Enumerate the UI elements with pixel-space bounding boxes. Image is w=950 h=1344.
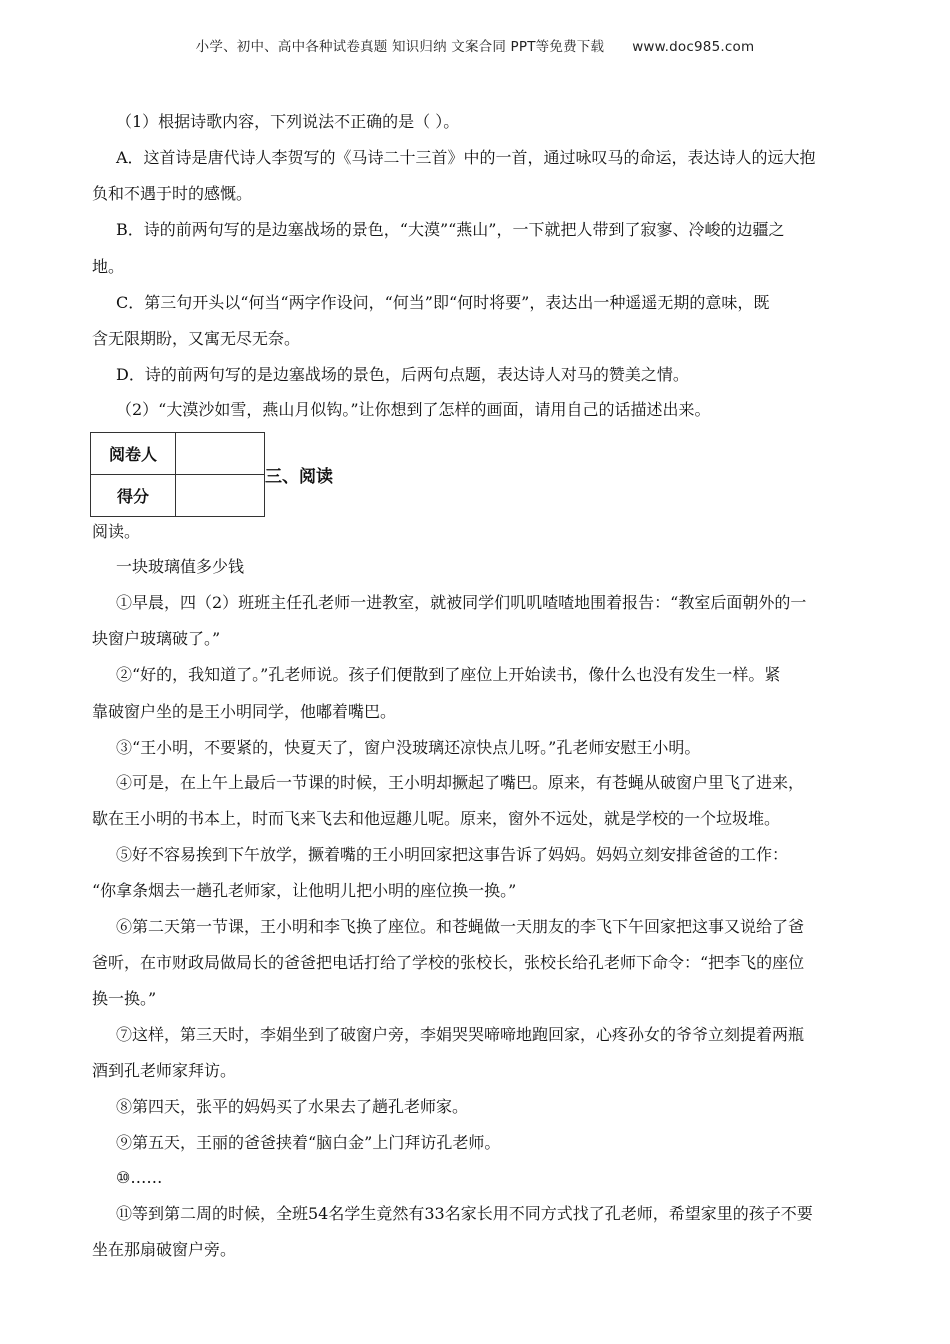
paragraph-3: ③“王小明，不要紧的，快夏天了，窗户没玻璃还凉快点儿呀。”孔老师安慰王小明。 — [116, 738, 701, 757]
score-field[interactable] — [176, 475, 265, 517]
score-table — [90, 432, 265, 517]
option-b-line1: B．诗的前两句写的是边塞战场的景色，“大漠”“燕山”，一下就把人带到了寂寥、冷峻的边疆之 — [116, 220, 785, 239]
option-d: D．诗的前两句写的是边塞战场的景色，后两句点题，表达诗人对马的赞美之情。 — [116, 365, 689, 384]
option-c-line1: C．第三句开头以“何当“两字作设问，“何当”即“何时将要”，表达出一种遥遥无期的意味，既 — [116, 293, 770, 312]
option-a-line1: A．这首诗是唐代诗人李贺写的《马诗二十三首》中的一首，通过咏叹马的命运，表达诗人的远大抱 — [116, 148, 816, 167]
paragraph-2-line1: ②“好的，我知道了。”孔老师说。孩子们便散到了座位上开始读书，像什么也没有发生一样。紧 — [116, 665, 781, 684]
paragraph-1-line2: 块窗户玻璃破了。” — [92, 629, 221, 648]
option-b-line2: 地。 — [92, 257, 125, 276]
paragraph-7-line1: ⑦这样，第三天时，李娟坐到了破窗户旁，李娟哭哭啼啼地跑回家，心疼孙女的爷爷立刻提着两瓶 — [116, 1025, 805, 1044]
header-text: 小学、初中、高中各种试卷真题 知识归纳 文案合同 PPT等免费下载 — [195, 39, 605, 55]
paragraph-9: ⑨第五天，王丽的爸爸挟着“脑白金”上门拜访孔老师。 — [116, 1133, 501, 1152]
paragraph-7-line2: 酒到孔老师家拜访。 — [92, 1061, 237, 1080]
paragraph-4-line1: ④可是，在上午上最后一节课的时候，王小明却撅起了嘴巴。原来，有苍蝇从破窗户里飞了进来， — [116, 773, 805, 792]
paragraph-5-line1: ⑤好不容易挨到下午放学，撅着嘴的王小明回家把这事告诉了妈妈。妈妈立刻安排爸爸的工作： — [116, 845, 789, 864]
paragraph-6-line3: 换一换。” — [92, 989, 157, 1008]
paragraph-10: ⑩…… — [116, 1168, 163, 1187]
paragraph-5-line2: “你拿条烟去一趟孔老师家，让他明儿把小明的座位换一换。” — [92, 881, 517, 900]
header-url[interactable]: www.doc985.com — [632, 39, 755, 55]
paragraph-11-line1: ⑪等到第二周的时候，全班54名学生竟然有33名家长用不同方式找了孔老师，希望家里的孩子不要 — [116, 1204, 813, 1223]
question1-stem: （1）根据诗歌内容，下列说法不正确的是（ ）。 — [116, 112, 460, 131]
passage-title: 一块玻璃值多少钱 — [116, 557, 245, 576]
paragraph-4-line2: 歇在王小明的书本上，时而飞来飞去和他逗趣儿呢。原来，窗外不远处，就是学校的一个垃圾堆。 — [92, 809, 781, 828]
section-title: 三、阅读 — [265, 467, 333, 487]
reviewer-field[interactable] — [176, 433, 265, 475]
question2: （2）“大漠沙如雪，燕山月似钩。”让你想到了怎样的画面，请用自己的话描述出来。 — [116, 400, 711, 419]
option-c-line2: 含无限期盼，又寓无尽无奈。 — [92, 329, 301, 348]
paragraph-6-line1: ⑥第二天第一节课，王小明和李飞换了座位。和苍蝇做一天朋友的李飞下午回家把这事又说给了爸 — [116, 917, 805, 936]
paragraph-2-line2: 靠破窗户坐的是王小明同学，他嘟着嘴巴。 — [92, 702, 397, 721]
instruction: 阅读。 — [92, 522, 141, 541]
score-label: 得分 — [91, 475, 176, 517]
page-header — [0, 35, 950, 55]
paragraph-1-line1: ①早晨，四（2）班班主任孔老师一进教室，就被同学们叽叽喳喳地围着报告：“教室后面朝外的一 — [116, 593, 807, 612]
reviewer-label: 阅卷人 — [91, 433, 176, 475]
paragraph-8: ⑧第四天，张平的妈妈买了水果去了趟孔老师家。 — [116, 1097, 469, 1116]
option-a-line2: 负和不遇于时的感慨。 — [92, 184, 253, 203]
paragraph-6-line2: 爸听，在市财政局做局长的爸爸把电话打给了学校的张校长，张校长给孔老师下命令：“把李飞的座位 — [92, 953, 805, 972]
paragraph-11-line2: 坐在那扇破窗户旁。 — [92, 1240, 237, 1259]
